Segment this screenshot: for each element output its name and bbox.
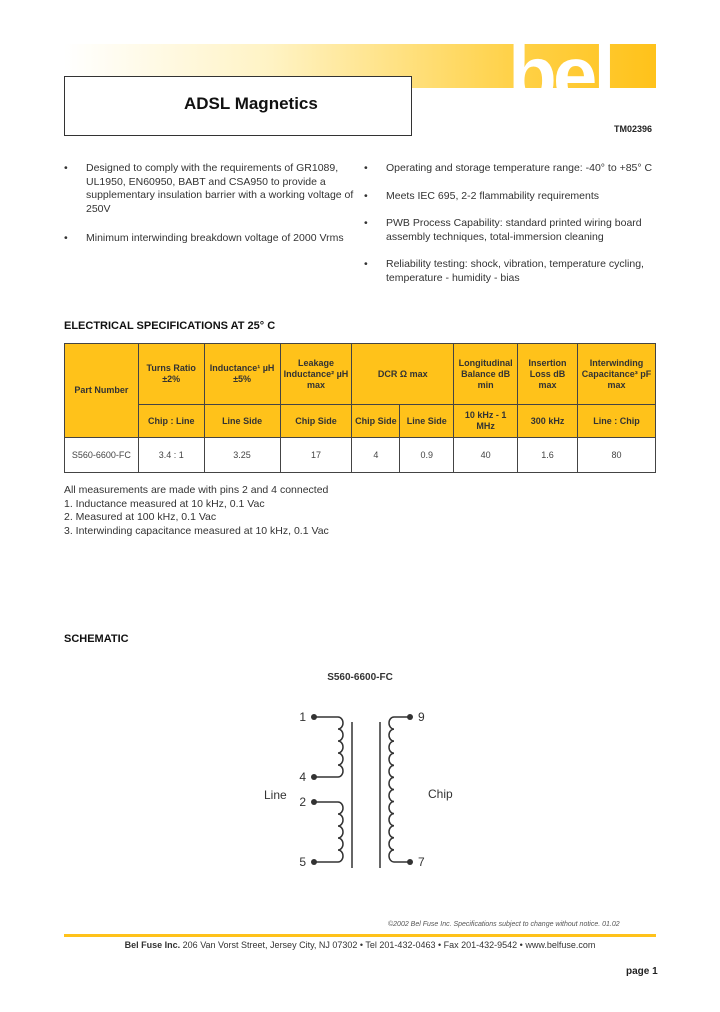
header-interwinding-capacitance: Interwinding Capacitance³ pF max (578, 344, 656, 405)
pin-label-9: 9 (418, 710, 425, 724)
footer-divider (64, 934, 656, 937)
electrical-heading: ELECTRICAL SPECIFICATIONS AT 25° C (64, 320, 276, 332)
company-name: Bel Fuse Inc. (124, 940, 181, 950)
table-cell: 17 (280, 438, 352, 473)
bullet-dot: • (364, 258, 368, 270)
line-side-label: Line (264, 788, 287, 802)
schematic-heading: SCHEMATIC (64, 633, 129, 645)
subheader-cell: Chip Side (352, 405, 400, 438)
table-cell: 3.4 : 1 (138, 438, 204, 473)
feature-item (364, 162, 662, 176)
table-cell: 3.25 (204, 438, 280, 473)
winding-line-upper (314, 717, 343, 777)
spec-table (64, 343, 656, 473)
header-part-number: Part Number (65, 344, 139, 438)
subheader-cell: Line : Chip (578, 405, 656, 438)
feature-item (364, 217, 662, 244)
feature-text: PWB Process Capability: standard printed wiring board assembly techniques, total-immersion cleaning (386, 217, 642, 243)
pin-label-1: 1 (299, 710, 306, 724)
subheader-cell: Chip : Line (138, 405, 204, 438)
pin-label-7: 7 (418, 855, 425, 869)
feature-text: Designed to comply with the requirements of GR1089, UL1950, EN60950, BABT and CSA950 to provide a supplementary insulation barrier with a working voltage of 250V (86, 162, 354, 215)
feature-item (364, 258, 662, 285)
table-cell: S560-6600-FC (65, 438, 139, 473)
bel-logo (500, 34, 660, 114)
feature-item (64, 162, 356, 216)
feature-text: Operating and storage temperature range: -40° to +85° C (386, 162, 653, 174)
note-line: All measurements are made with pins 2 and 4 connected (64, 484, 329, 496)
header-dcr: DCR Ω max (352, 344, 454, 405)
subheader-cell: 10 kHz - 1 MHz (454, 405, 518, 438)
measurement-notes (64, 484, 329, 538)
header-inductance: Inductance¹ µH ±5% (204, 344, 280, 405)
chip-side-label: Chip (428, 787, 453, 801)
subheader-cell: 300 kHz (518, 405, 578, 438)
table-cell: 40 (454, 438, 518, 473)
table-cell: 0.9 (400, 438, 454, 473)
schematic-part-label: S560-6600-FC (327, 672, 393, 683)
feature-text: Minimum interwinding breakdown voltage of 2000 Vrms (86, 232, 344, 244)
pin-label-2: 2 (299, 795, 306, 809)
copyright-note: ©2002 Bel Fuse Inc. Specifications subject to change without notice. 01.02 (388, 921, 620, 928)
pin-label-4: 4 (299, 770, 306, 784)
pin-label-5: 5 (299, 855, 306, 869)
note-line: 2. Measured at 100 kHz, 0.1 Vac (64, 511, 217, 523)
page-title: ADSL Magnetics (184, 94, 318, 113)
document-code: TM02396 (614, 124, 653, 134)
table-cell: 80 (578, 438, 656, 473)
footer-address (64, 940, 656, 950)
winding-line-chip (389, 717, 410, 862)
page-number: page 1 (626, 966, 658, 977)
table-cell: 4 (352, 438, 400, 473)
bullet-dot: • (64, 232, 68, 244)
header-insertion-loss: Insertion Loss dB max (518, 344, 578, 405)
header-turns-ratio: Turns Ratio ±2% (138, 344, 204, 405)
subheader-cell: Chip Side (280, 405, 352, 438)
address-text: 206 Van Vorst Street, Jersey City, NJ 07302 • Tel 201-432-0463 • Fax 201-432-9542 • www.belfuse.com (182, 940, 596, 950)
bullet-dot: • (364, 190, 368, 202)
feature-text: Reliability testing: shock, vibration, temperature cycling, temperature - humidity - bias (386, 258, 644, 284)
note-line: 3. Interwinding capacitance measured at 10 kHz, 0.1 Vac (64, 524, 329, 537)
feature-item (64, 232, 366, 246)
subheader-cell: Line Side (400, 405, 454, 438)
transformer-schematic (250, 660, 470, 880)
winding-line-lower (314, 802, 343, 862)
table-row (65, 438, 656, 473)
table-header-row (65, 344, 656, 405)
subheader-cell: Line Side (204, 405, 280, 438)
note-line: 1. Inductance measured at 10 kHz, 0.1 Vac (64, 497, 265, 510)
table-cell: 1.6 (518, 438, 578, 473)
header-leakage-inductance: Leakage Inductance² µH max (280, 344, 352, 405)
header-longitudinal-balance: Longitudinal Balance dB min (454, 344, 518, 405)
feature-text: Meets IEC 695, 2-2 flammability requirements (386, 190, 599, 202)
bullet-dot: • (364, 217, 368, 229)
table-subheader-row (65, 405, 656, 438)
feature-item (364, 190, 662, 204)
bullet-dot: • (364, 162, 368, 174)
bullet-dot: • (64, 162, 68, 174)
logo-text: bel (508, 34, 612, 114)
